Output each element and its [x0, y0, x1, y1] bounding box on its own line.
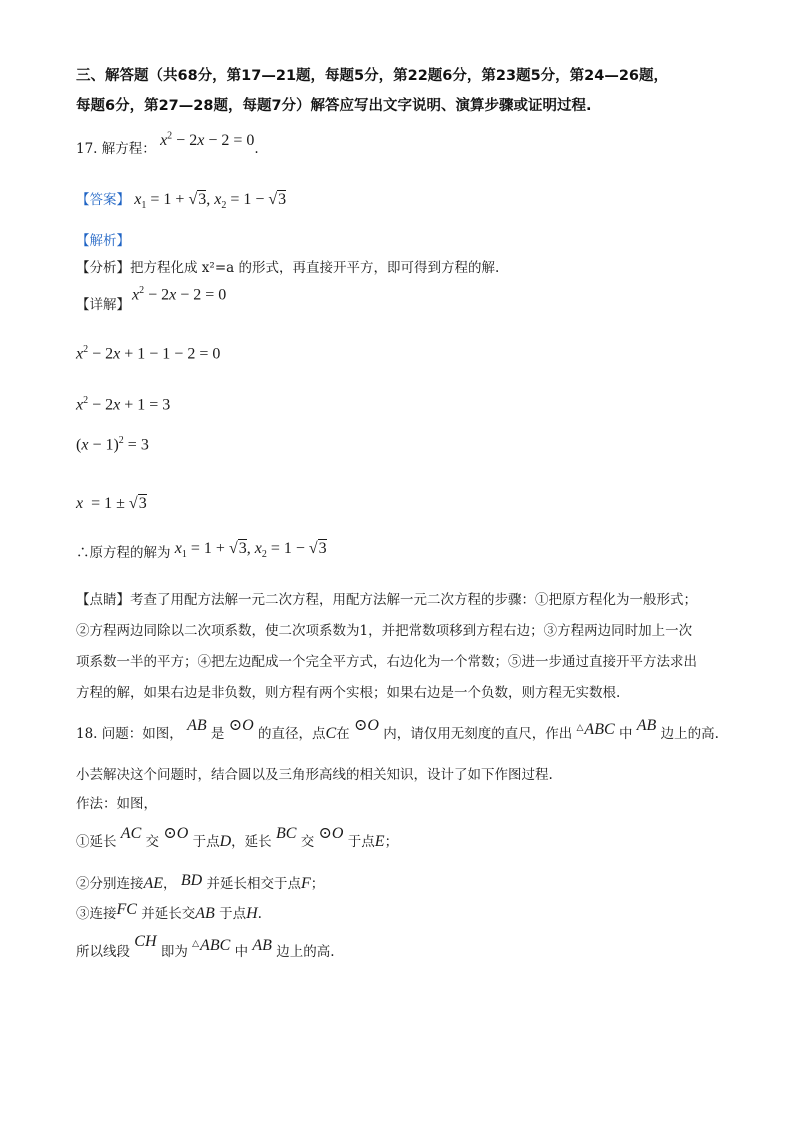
section-heading-line2: 每题6分，第27—28题，每题7分）解答应写出文字说明、演算步骤或证明过程.: [76, 98, 592, 114]
q18-text: 的直径，点: [257, 726, 326, 742]
q17-equation-suffix: .: [254, 141, 259, 157]
step-text: 交: [145, 834, 160, 850]
dianjing-text-1: 考查了用配方法解一元二次方程，用配方法解一元二次方程的步骤：①把原方程化为一般形式；: [130, 592, 697, 608]
step-text: 并延长相交于点: [206, 876, 301, 892]
point-f: F: [300, 875, 311, 892]
q17-equation: $x^2 - 2x - 2 = 0$: [160, 130, 255, 149]
segment-ab: AB: [252, 937, 272, 954]
circle-o-symbol: ⊙O: [318, 825, 344, 842]
step-text: 中: [234, 944, 249, 960]
answer-tag: 【答案】: [76, 192, 130, 208]
segment-bd: BD: [180, 872, 203, 889]
q18-text: 是: [210, 726, 225, 742]
q17-step-3: $x^2 - 2x + 1 = 3$: [76, 395, 171, 414]
q18-step-2: [76, 872, 324, 893]
segment-ch: CH: [134, 933, 157, 950]
q17-number-label: 17. 解方程：: [76, 141, 156, 157]
segment-ac: AC: [120, 825, 142, 842]
dianjing-line-3: 项系数一半的平方；④把左边配成一个完全平方式，右边化为一个常数；⑤进一步通过直接开平方法求出: [76, 654, 697, 670]
segment-ab: AB: [195, 905, 215, 922]
step-text: ；: [384, 834, 399, 850]
q17-step-5: x = 1 ± √3: [76, 495, 147, 512]
q17-step-4: $(x - 1)^2 = 3$: [76, 435, 149, 454]
q18-text: 在: [336, 726, 350, 742]
section-heading-line1: 三、解答题（共68分，第17—21题，每题5分，第22题6分，第23题5分，第24—26题，: [76, 68, 669, 84]
analysis-tag: 【解析】: [76, 233, 130, 249]
q18-ab: AB: [636, 717, 657, 734]
step-text: 于点: [347, 834, 375, 850]
step-text: ，延长: [231, 834, 272, 850]
fenxi-text: 把方程化成 x²=a 的形式，再直接开平方，即可得到方程的解.: [130, 260, 500, 276]
step-text: ；: [310, 876, 325, 892]
step-text: ，: [163, 876, 177, 892]
q17-conclusion: [76, 541, 327, 564]
triangle-abc: △ABC: [576, 721, 615, 738]
step-text: 边上的高.: [276, 944, 335, 960]
dianjing-line-4: 方程的解，如果右边是非负数，则方程有两个实根；如果右边是一个负数，则方程无实数根.: [76, 685, 621, 701]
q18-text: 内，请仅用无刻度的直尺，作出: [383, 726, 573, 742]
step-text: 交: [300, 834, 315, 850]
point-d: D: [219, 833, 232, 850]
segment-bc: BC: [275, 825, 297, 842]
step-text: ②分别连接: [76, 876, 144, 892]
q17-detail-label: 【详解】: [76, 297, 130, 313]
point-c: C: [325, 725, 337, 742]
step-text: 所以线段: [76, 944, 130, 960]
triangle-abc: △ABC: [192, 937, 231, 954]
q18-text: 18. 问题：如图，: [76, 726, 183, 742]
q18-text: 边上的高.: [660, 726, 719, 742]
circle-o-symbol: ⊙O: [163, 825, 189, 842]
q18-line-1: [76, 717, 719, 743]
circle-o-symbol: ⊙O: [228, 717, 254, 734]
q18-step-3: [76, 902, 262, 923]
step-text: 于点: [192, 834, 220, 850]
segment-fc: FC: [116, 901, 137, 918]
step-text: ①延长: [76, 834, 117, 850]
q18-final: [76, 933, 335, 961]
segment-ae: AE: [143, 875, 164, 892]
q17-step-1: $x^2 - 2x - 2 = 0$: [132, 285, 227, 304]
q18-step-1: [76, 825, 399, 851]
dianjing-line-2: ②方程两边同除以二次项系数，使二次项系数为1，并把常数项移到方程右边；③方程两边同时加上一次: [76, 623, 693, 639]
fenxi-label: 【分析】: [76, 260, 130, 276]
point-h: H: [246, 905, 258, 922]
q17-answer-line: [76, 188, 286, 211]
q18-intro: 小芸解决这个问题时，结合圆以及三角形高线的相关知识，设计了如下作图过程.: [76, 767, 553, 783]
q18-method: 作法：如图，: [76, 796, 157, 812]
step-text: .: [257, 906, 262, 922]
dianjing-label: 【点睛】: [76, 592, 130, 608]
circle-o-symbol: ⊙O: [353, 717, 379, 734]
q17-fenxi: [76, 256, 499, 276]
point-e: E: [374, 833, 385, 850]
dianjing-line-1: [76, 588, 697, 608]
q17-answer: $x_1 = 1 + √3$, $x_2 = 1 - √3$: [134, 191, 287, 212]
step-text: ③连接: [76, 906, 117, 922]
q18-ab: AB: [187, 717, 207, 734]
conclusion-prefix: ∴原方程的解为: [76, 545, 171, 561]
q17-prompt: [76, 130, 259, 158]
conclusion-math: $x_1 = 1 + √3$, $x_2 = 1 - √3$: [174, 540, 327, 561]
q18-text: 中: [618, 726, 633, 742]
step-text: 即为: [160, 944, 188, 960]
step-text: 于点: [219, 906, 247, 922]
q17-step-2: $x^2 - 2x + 1 - 1 - 2 = 0$: [76, 344, 221, 363]
step-text: 并延长交: [141, 906, 196, 922]
